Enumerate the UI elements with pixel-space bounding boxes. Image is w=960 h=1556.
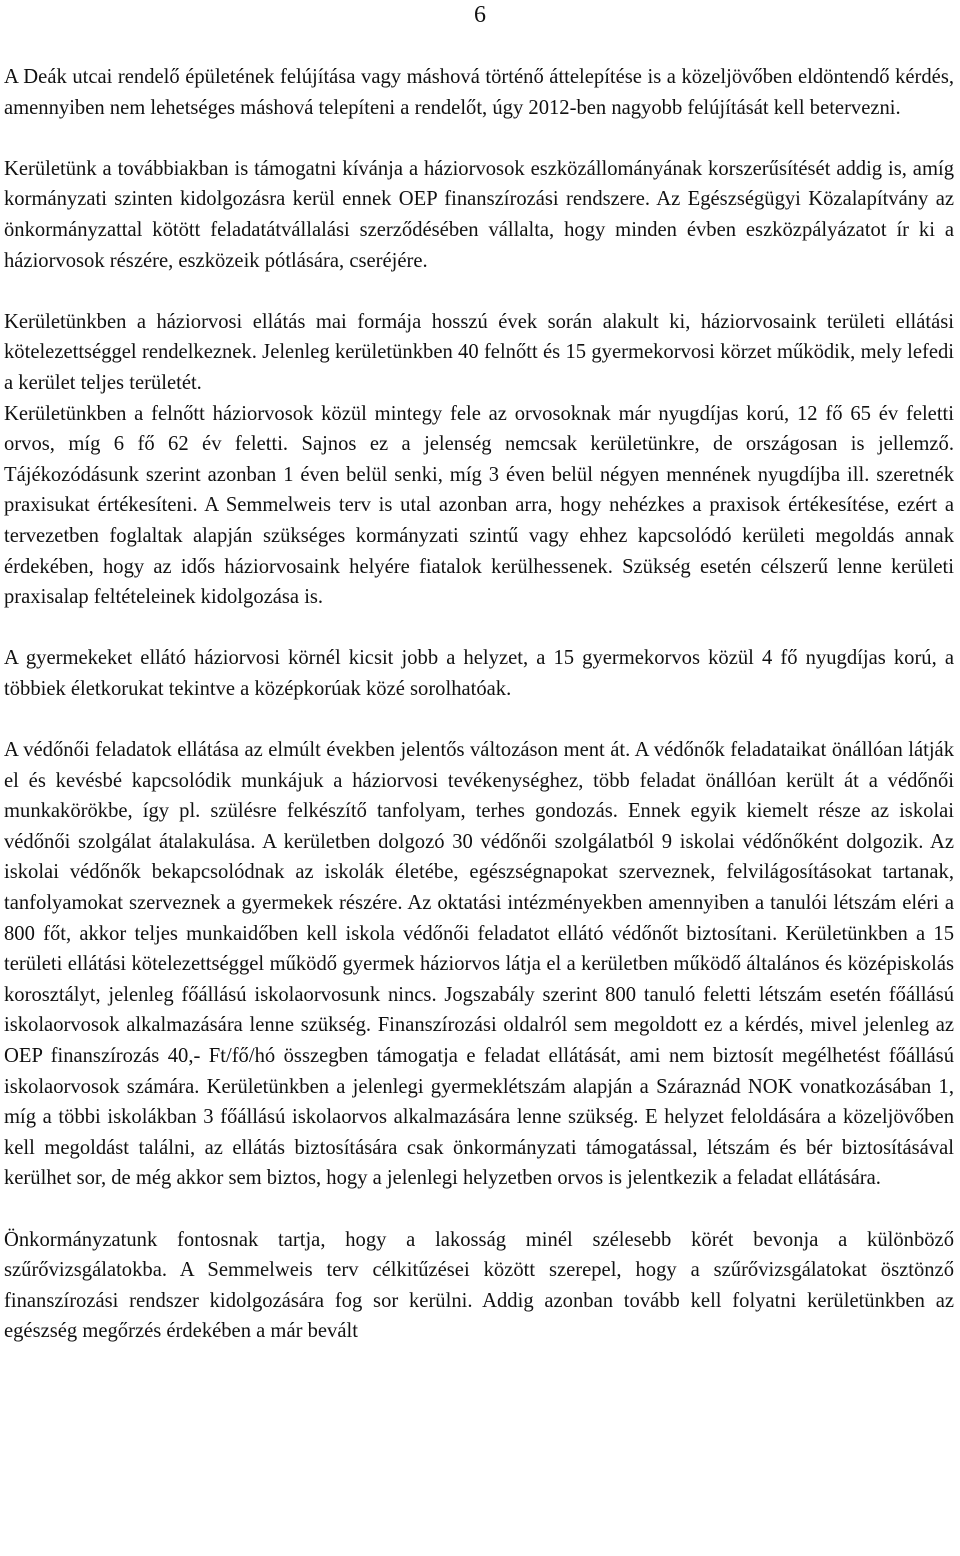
page-number: 6 bbox=[474, 2, 486, 28]
paragraph-szurovizsgalatok: Önkormányzatunk fontosnak tartja, hogy a lakosság minél szélesebb körét bevonja a különböző szűrővizsgálatokba. A Semmelweis terv célkitűzései között szerepel, hogy a szűrővizsgálatokat ösztönző finanszírozási rendszer kidolgozására fog sor kerülni. Addig azonban tovább kell folyatni kerületünkben az egészség megőrzés érdekében a már bevált bbox=[4, 1228, 954, 1343]
document-body bbox=[4, 62, 954, 1347]
paragraph-gyermekorvosok: A gyermekeket ellátó háziorvosi körnél kicsit jobb a helyzet, a 15 gyermekorvos közül 4 fő nyugdíjas korú, a többiek életkorukat tekintve a középkorúak közé sorolhatóak. bbox=[4, 647, 954, 700]
paragraph-vedonoi-feladatok: A védőnői feladatok ellátása az elmúlt években jelentős változáson ment át. A védőnők feladataikat önállóan látják el és kevésbé kapcsolódik munkájuk a háziorvosi tevékenységhez, több feladat önállóan került át a védőnői munkakörökbe, így pl. szülésre felkészítő tanfolyam, terhes gondozás. Ennek egyik kiemelt része az iskolai védőnői szolgálat átalakulása. A kerületben dolgozó 30 védőnői szolgálatból 9 iskolai védőnőként dolgozik. Az iskolai védőnők bekapcsolódnak az iskolák életébe, egészségnapokat szerveznek, felvilágosításokat tartanak, tanfolyamokat szerveznek a gyermekek részére. Az oktatási intézményekben amennyiben a tanulói létszám eléri a 800 főt, akkor teljes munkaidőben kell iskola védőnői feladatot ellátó védőnőt biztosítani. Kerületünkben a 15 területi ellátási kötelezettséggel működő gyermek háziorvos látja el a kerületben működő általános és középiskolás korosztályt, jelenleg főállású iskolaorvosunk nincs. Jogszabály szerint 800 tanuló feletti létszám esetén főállású iskolaorvosok alkalmazására lenne szükség. Finanszírozási oldalról sem megoldott ez a kérdés, mivel jelenleg az OEP finanszírozás 40,- Ft/fő/hó összegben támogatja e feladat ellátását, ami nem biztosít megélhetést főállású iskolaorvosok számára. Kerületünkben a jelenlegi gyermeklétszám alapján a Száraznád NOK vonatkozásában 1, míg a többi iskolákban 3 főállású iskolaorvos alkalmazására lenne szükség. E helyzet feloldására a közeljövőben kell megoldást találni, az ellátás biztosítására csak önkormányzati támogatással, létszám és bér biztosításával kerülhet sor, de még akkor sem biztos, hogy a jelenlegi helyzetben orvos is jelentkezik a feladat ellátására. bbox=[4, 739, 954, 1190]
paragraph-nyugdijas-orvosok: Kerületünkben a felnőtt háziorvosok közül mintegy fele az orvosoknak már nyugdíjas korú, 12 fő 65 év feletti orvos, míg 6 fő 62 év feletti. Sajnos ez a jelenség nemcsak kerületünkre, de országosan is jellemző. Tájékozódásunk szerint azonban 1 éven belül senki, míg 3 éven belül négyen mennének nyugdíjba ill. szeretnék praxisukat értékesíteni. A Semmelweis terv is utal azonban arra, hogy nehézkes a praxisok értékesítése, ezért a tervezetben foglaltak alapján szükséges kormányzati szintű vagy ehhez kapcsolódó kerületi megoldás annak érdekében, hogy az idős háziorvosaink helyére fiatalok kerülhessenek. Szükség esetén célszerű lenne kerületi praxisalap feltételeinek kidolgozása is. bbox=[4, 402, 954, 609]
paragraph-eszkozallomany: Kerületünk a továbbiakban is támogatni kívánja a háziorvosok eszközállományának korszerűsítését addig is, amíg kormányzati szinten kidolgozásra kerül ennek OEP finanszírozási rendszere. Az Egészségügyi Közalapítvány az önkormányzattal kötött feladatátvállalási szerződésében vállalta, hogy minden évben eszközpályázatot ír ki a háziorvosok részére, eszközeik pótlására, cseréjére. bbox=[4, 157, 954, 272]
paragraph-rendelo-felujitas: A Deák utcai rendelő épületének felújítása vagy máshová történő áttelepítése is a közeljövőben eldöntendő kérdés, amennyiben nem lehetséges máshová telepíteni a rendelőt, úgy 2012-ben nagyobb felújítását kell betervezni. bbox=[4, 66, 954, 119]
paragraph-haziorvosi-ellatas: Kerületünkben a háziorvosi ellátás mai formája hosszú évek során alakult ki, háziorvosaink területi ellátási kötelezettséggel rendelkeznek. Jelenleg kerületünkben 40 felnőtt és 15 gyermekorvosi körzet működik, mely lefedi a kerület teljes területét. bbox=[4, 310, 954, 394]
